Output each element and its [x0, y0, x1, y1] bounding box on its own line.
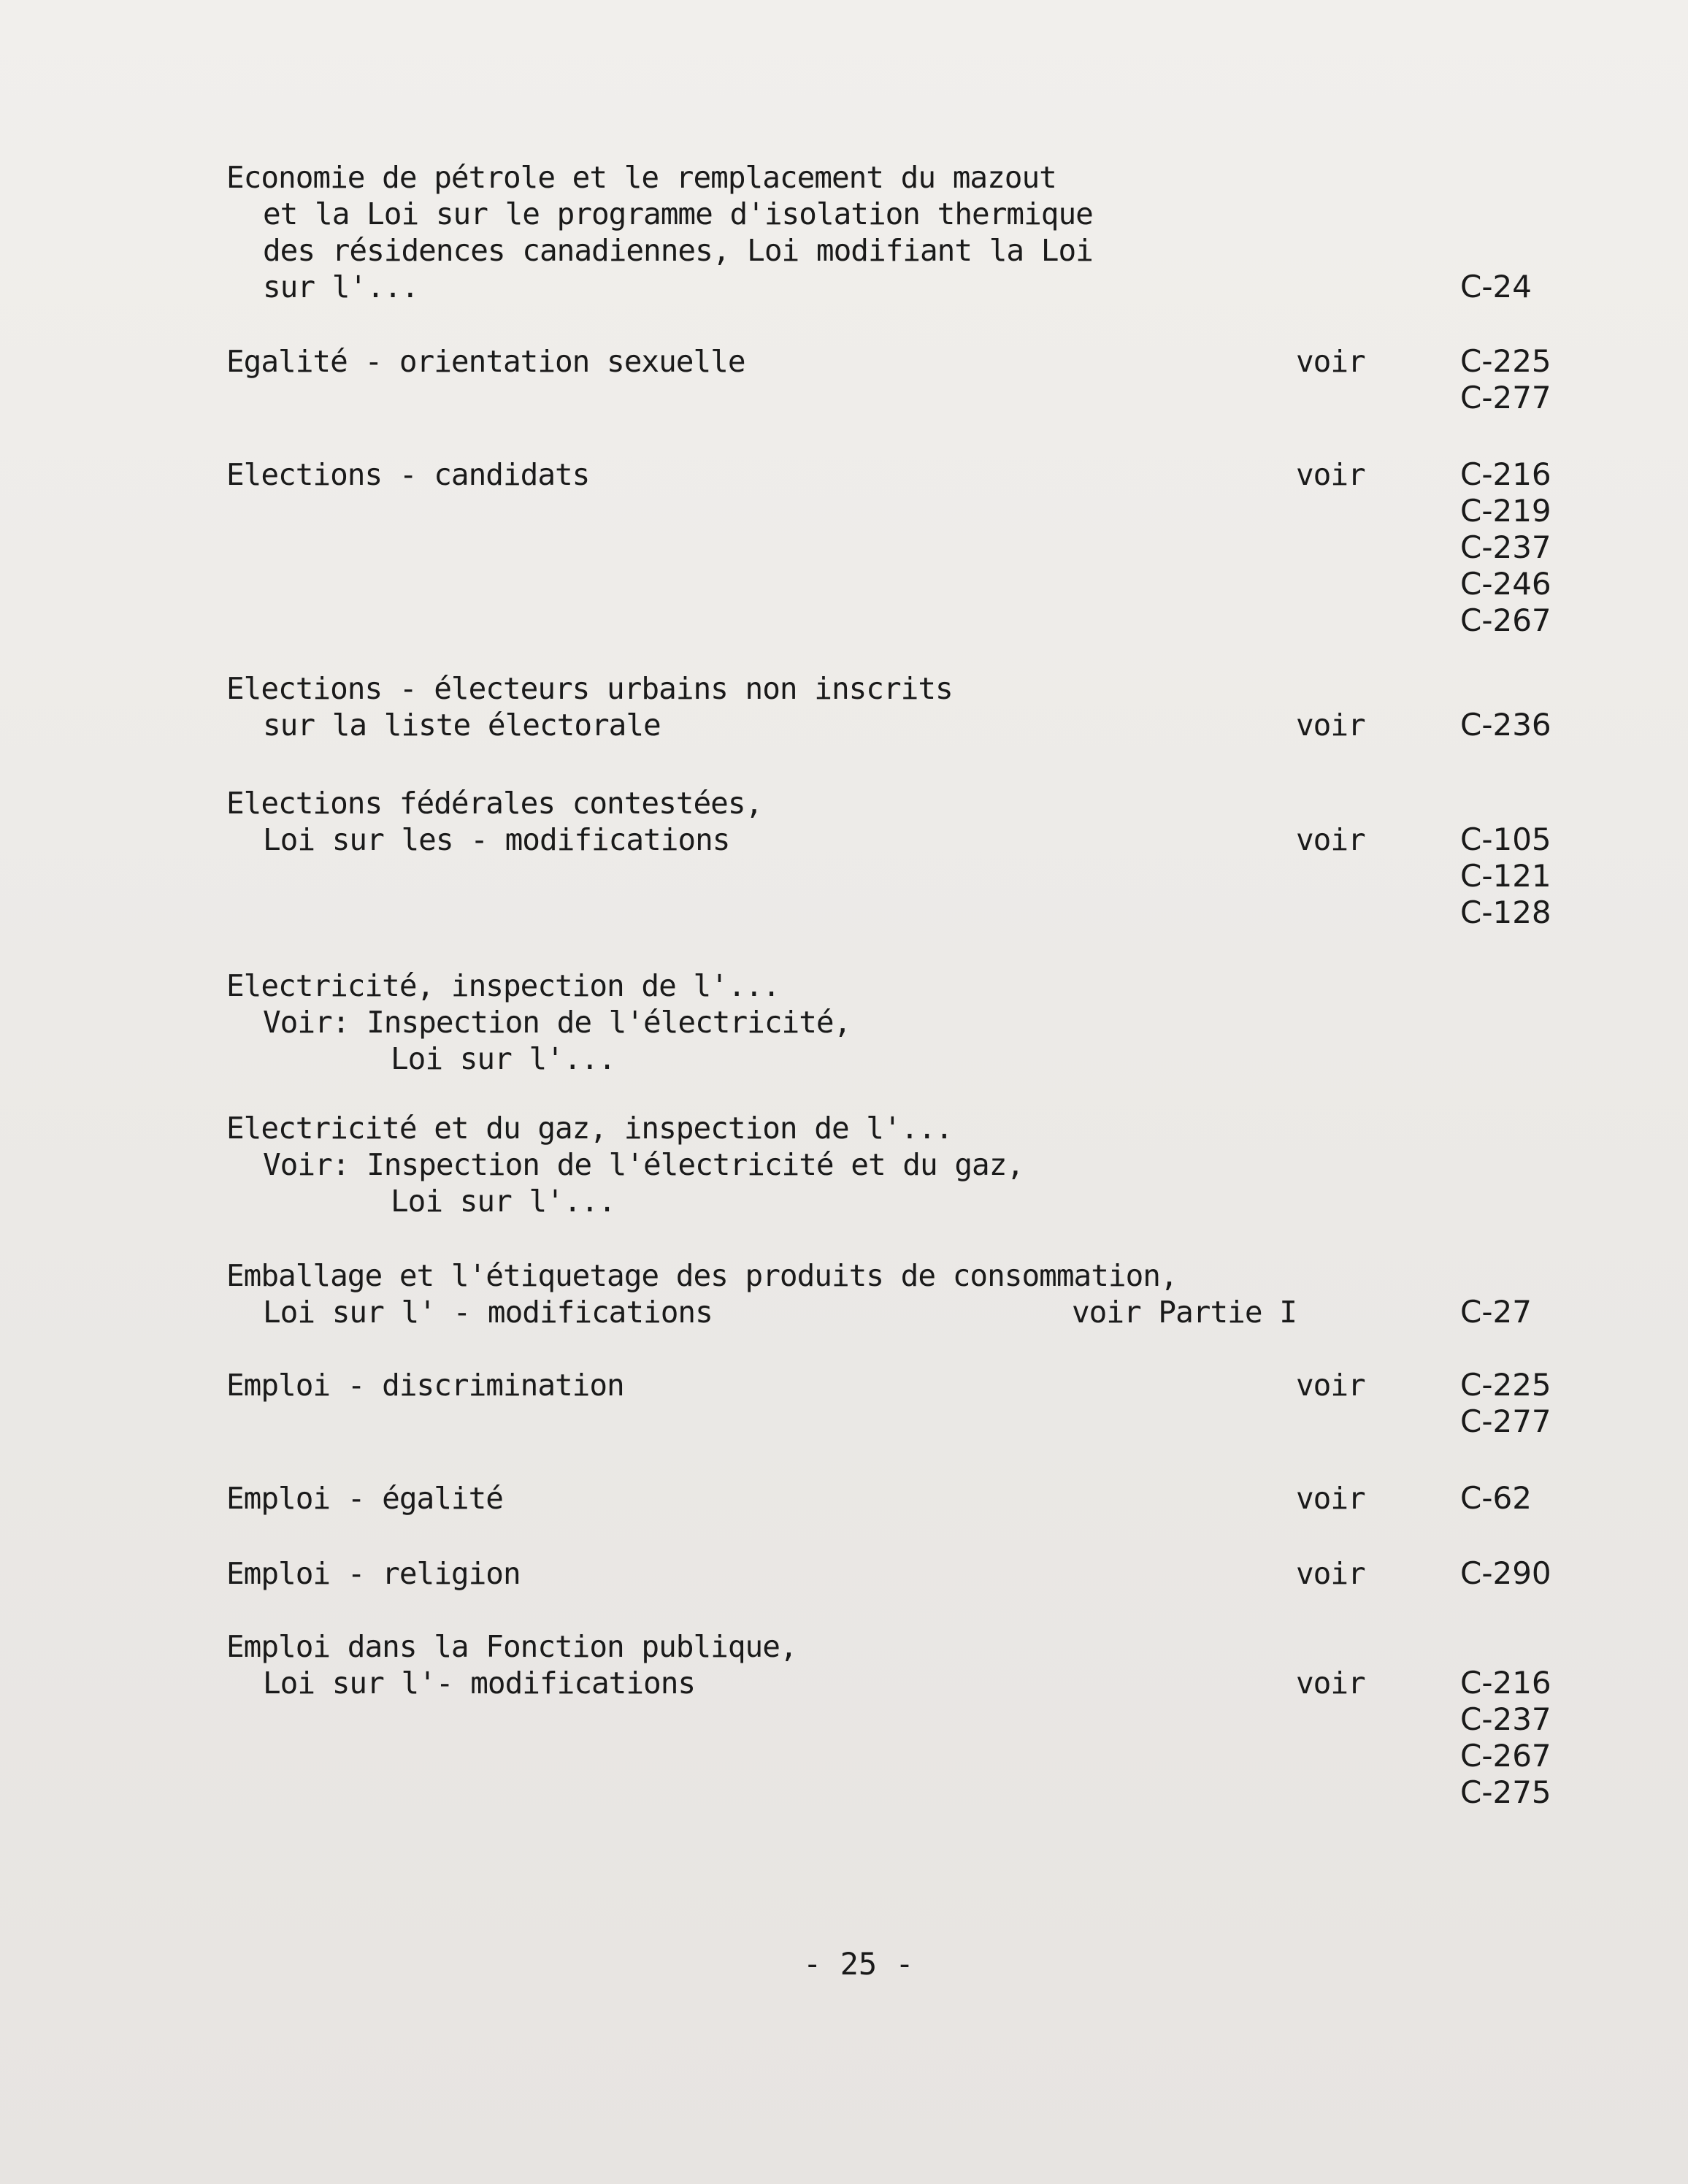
voir-reference: voir: [1296, 344, 1365, 379]
index-entry-emploi-discrimination: [226, 1367, 1584, 1439]
entry-text: Elections fédérales contestées,: [226, 786, 763, 821]
index-entry-emploi-fonction-publique: [226, 1628, 1584, 1810]
voir-reference: voir: [1296, 1481, 1365, 1516]
entry-line: [226, 343, 1584, 415]
entry-line: [226, 968, 1584, 1004]
bill-code: C-24: [1460, 269, 1532, 304]
entry-text: Emploi dans la Fonction publique,: [226, 1629, 797, 1664]
index-entry-egalite-orientation: [226, 343, 1584, 415]
bill-code: C-27: [1460, 1294, 1532, 1330]
bill-codes: [1460, 456, 1577, 639]
entry-text: Egalité - orientation sexuelle: [226, 344, 745, 379]
entry-text: Loi sur l'...: [391, 1041, 615, 1076]
entry-line: [226, 785, 1584, 821]
bill-code: C-62: [1460, 1480, 1532, 1516]
page-number: - 25 -: [803, 1946, 914, 1982]
bill-codes: [1460, 1555, 1577, 1592]
bill-code: C-275: [1460, 1774, 1551, 1810]
index-entry-elections-federales: [226, 785, 1584, 930]
entry-line: [226, 670, 1584, 707]
bill-code: C-290: [1460, 1555, 1551, 1591]
entry-line: [226, 456, 1584, 638]
bill-codes: [1460, 1367, 1577, 1440]
bill-code: C-225: [1460, 1367, 1551, 1403]
voir-reference: voir: [1296, 1556, 1365, 1591]
entry-text: Emploi - discrimination: [226, 1368, 624, 1403]
voir-reference: voir: [1296, 457, 1365, 492]
bill-code: C-277: [1460, 1403, 1551, 1439]
index-entry-electricite-inspection: [226, 968, 1584, 1077]
bill-code: C-225: [1460, 343, 1551, 379]
bill-code: C-219: [1460, 493, 1551, 529]
bill-code: C-105: [1460, 821, 1551, 857]
entry-line: [226, 1480, 1584, 1517]
entry-text: et la Loi sur le programme d'isolation thermique: [263, 196, 1093, 231]
entry-line: [226, 232, 1584, 269]
bill-code: C-277: [1460, 380, 1551, 415]
entry-line: [226, 1110, 1584, 1146]
voir-reference: voir: [1296, 1368, 1365, 1403]
bill-code: C-216: [1460, 1665, 1551, 1701]
entry-line: [226, 1146, 1584, 1183]
entry-text: Loi sur l'...: [391, 1184, 615, 1219]
entry-line: [226, 196, 1584, 232]
entry-text: Loi sur les - modifications: [263, 822, 730, 857]
bill-code: C-237: [1460, 529, 1551, 565]
voir-reference: voir: [1296, 822, 1365, 857]
bill-code: C-128: [1460, 894, 1551, 930]
bill-codes: [1460, 707, 1577, 743]
voir-reference: voir Partie I: [1072, 1295, 1297, 1330]
entry-line: [226, 1041, 1584, 1077]
bill-code: C-237: [1460, 1701, 1551, 1737]
entry-line: [226, 1004, 1584, 1041]
entry-line: [226, 1628, 1584, 1665]
entry-text: Electricité, inspection de l'...: [226, 968, 780, 1003]
entry-text: Electricité et du gaz, inspection de l'...: [226, 1111, 953, 1146]
bill-code: C-267: [1460, 1738, 1551, 1774]
entry-text: Voir: Inspection de l'électricité,: [263, 1005, 851, 1040]
voir-reference: voir: [1296, 1666, 1365, 1701]
bill-codes: [1460, 1480, 1577, 1517]
entry-line: [226, 1183, 1584, 1219]
bill-code: C-246: [1460, 566, 1551, 602]
entry-line: [226, 1257, 1584, 1294]
index-entry-emballage-etiquetage: [226, 1257, 1584, 1330]
entry-text: Elections - électeurs urbains non inscrits: [226, 671, 953, 706]
bill-code: C-267: [1460, 602, 1551, 638]
index-entry-emploi-religion: [226, 1555, 1584, 1592]
entry-line: [226, 707, 1584, 743]
bill-codes: [1460, 1665, 1577, 1811]
bill-code: C-236: [1460, 707, 1551, 743]
entry-text: sur l'...: [263, 269, 419, 304]
index-entry-elections-electeurs: [226, 670, 1584, 743]
bill-codes: [1460, 821, 1577, 931]
entry-line: [226, 1665, 1584, 1810]
entry-line: [226, 1294, 1584, 1330]
entry-text: Elections - candidats: [226, 457, 590, 492]
entry-text: des résidences canadiennes, Loi modifiant la Loi: [263, 233, 1093, 268]
entry-line: [226, 821, 1584, 930]
entry-text: Emballage et l'étiquetage des produits de consommation,: [226, 1258, 1178, 1293]
entry-text: Economie de pétrole et le remplacement du mazout: [226, 160, 1056, 195]
entry-text: Voir: Inspection de l'électricité et du gaz,: [263, 1147, 1024, 1182]
entry-line: [226, 1367, 1584, 1439]
entry-line: [226, 269, 1584, 305]
index-entry-economie-petrole: [226, 159, 1584, 305]
entry-text: Loi sur l'- modifications: [263, 1666, 696, 1701]
index-entry-emploi-egalite: [226, 1480, 1584, 1517]
entry-text: Emploi - religion: [226, 1556, 521, 1591]
index-entry-elections-candidats: [226, 456, 1584, 638]
bill-codes: [1460, 1294, 1577, 1330]
entry-text: sur la liste électorale: [263, 708, 661, 743]
entry-line: [226, 1555, 1584, 1592]
entry-text: Loi sur l' - modifications: [263, 1295, 713, 1330]
voir-reference: voir: [1296, 708, 1365, 743]
bill-code: C-121: [1460, 858, 1551, 894]
bill-codes: [1460, 343, 1577, 416]
bill-code: C-216: [1460, 456, 1551, 492]
bill-codes: [1460, 269, 1577, 305]
entry-line: [226, 159, 1584, 196]
index-entry-electricite-gaz: [226, 1110, 1584, 1219]
entry-text: Emploi - égalité: [226, 1481, 503, 1516]
